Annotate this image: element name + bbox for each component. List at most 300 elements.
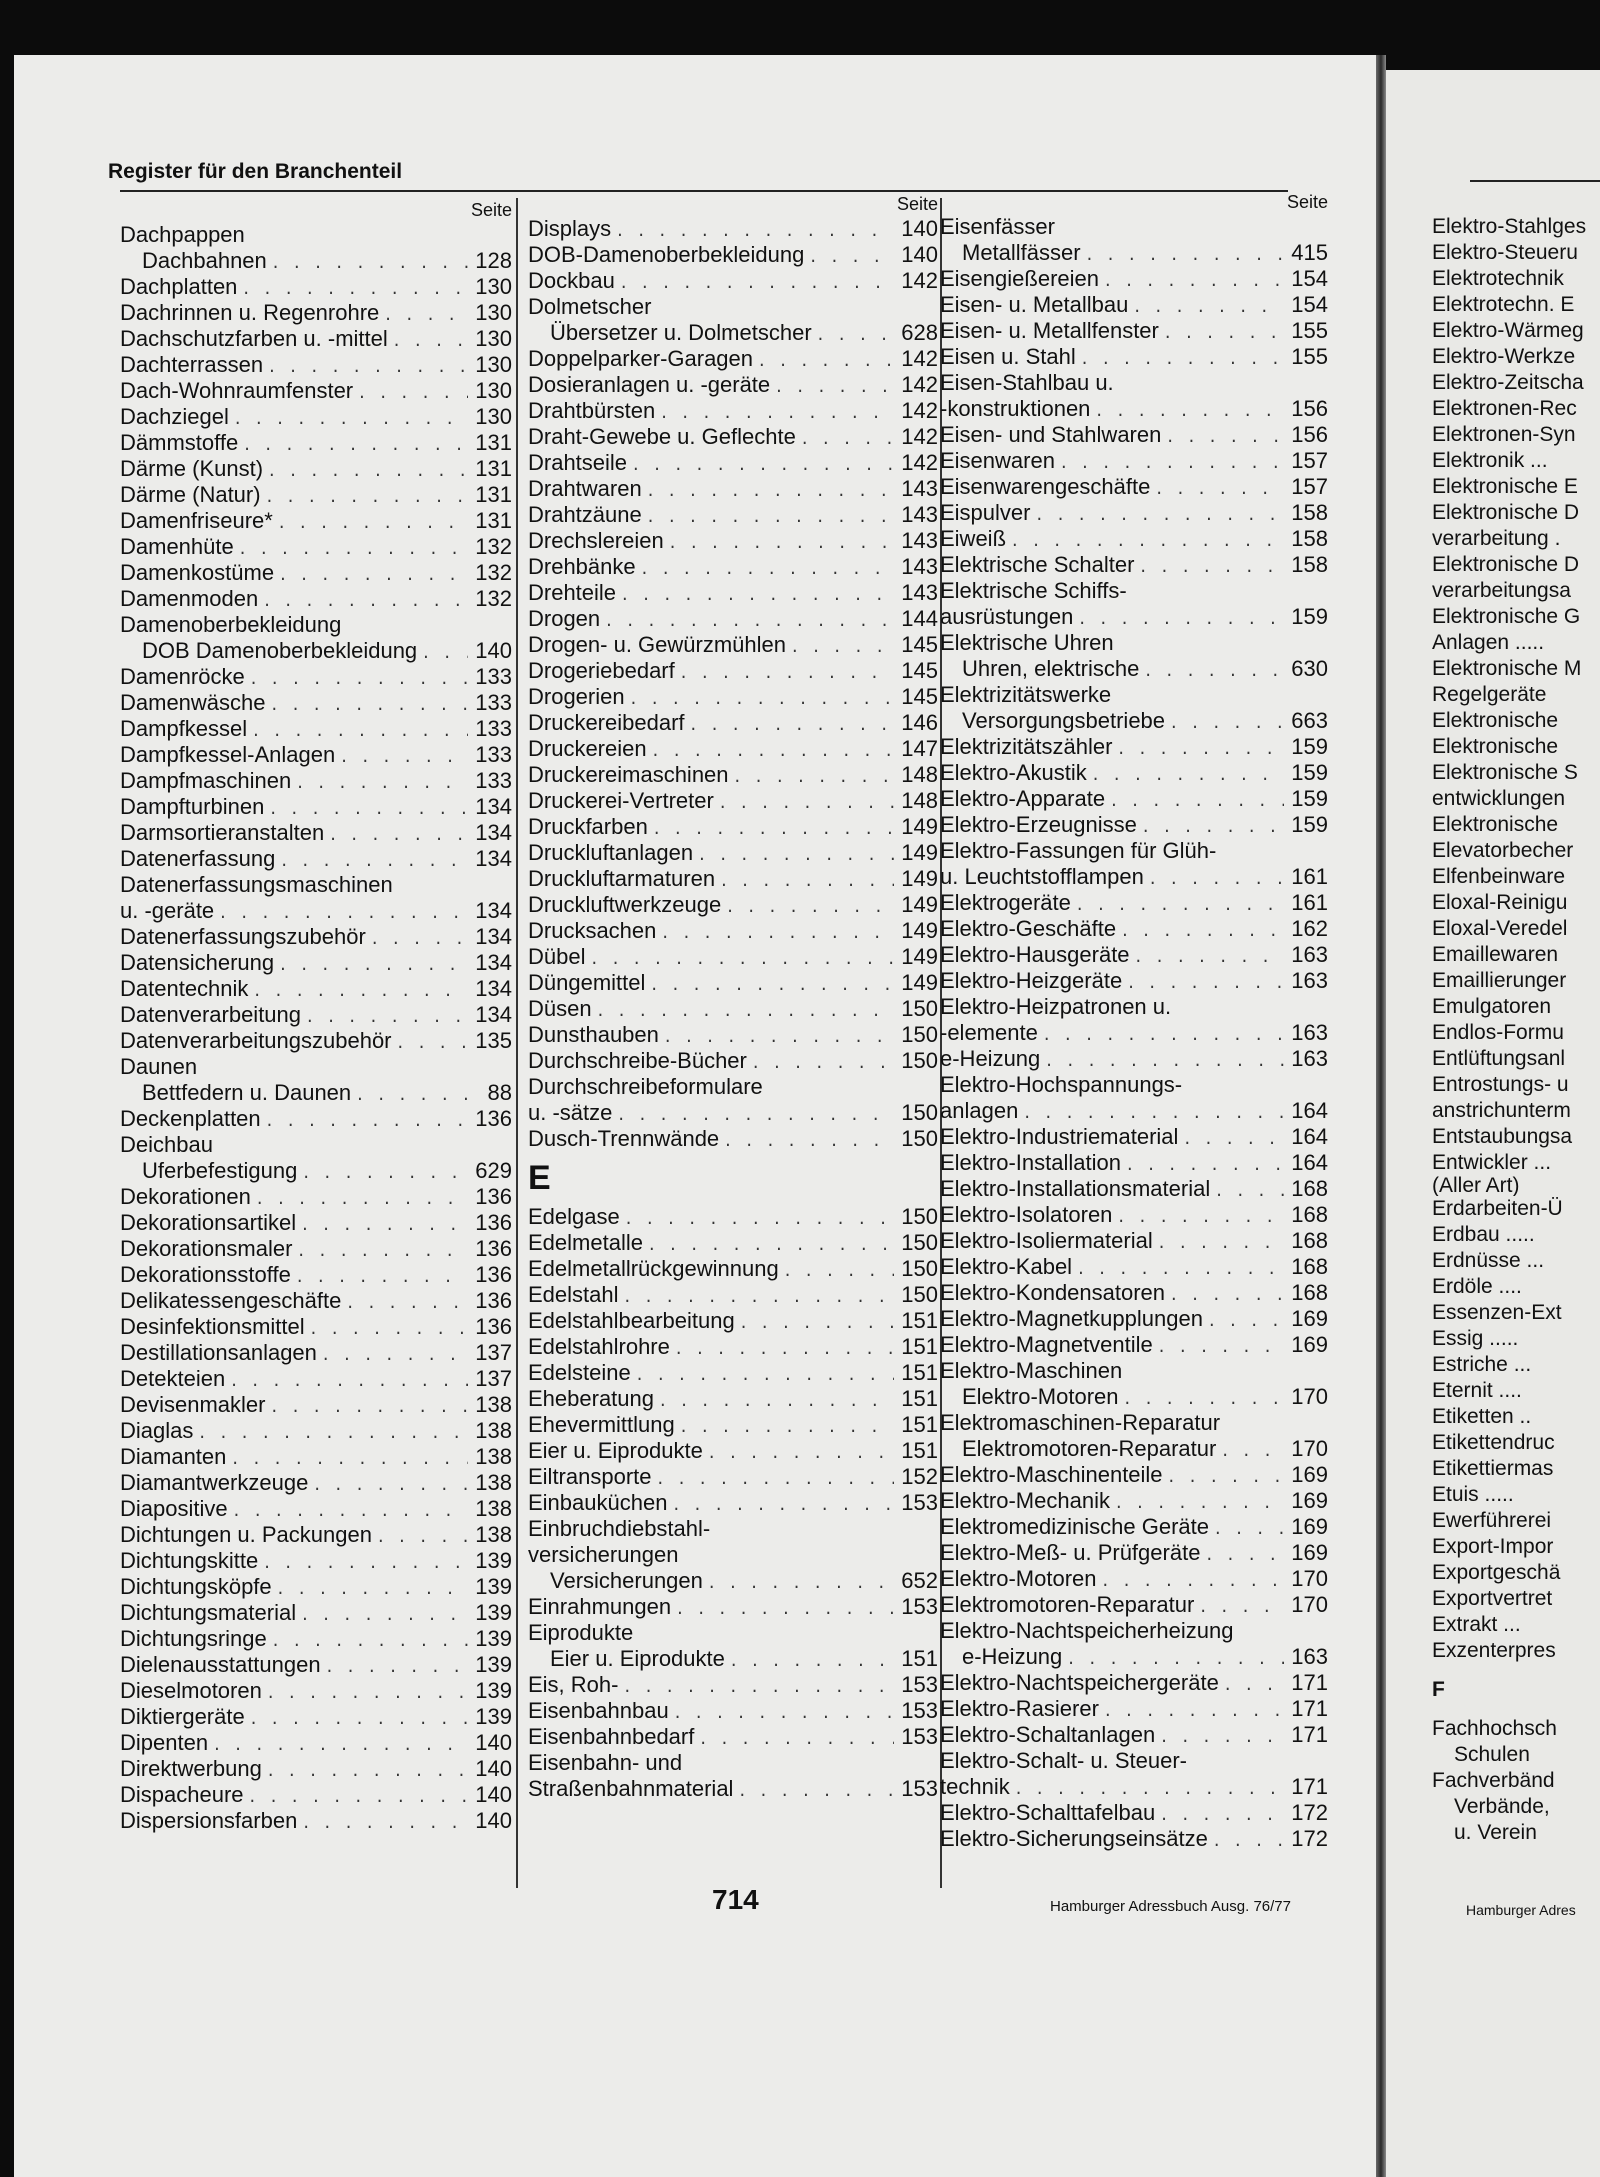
entry-term: Damenmoden <box>120 586 259 611</box>
entry-term: Elektronische <box>1432 813 1559 836</box>
entry-term: Fachhochsch <box>1432 1717 1557 1740</box>
dot-leader <box>707 1441 894 1464</box>
entry-term: Elektro-Akustik <box>940 760 1087 785</box>
dot-leader <box>1010 529 1284 552</box>
entry-term: Dachbahnen <box>142 248 267 273</box>
dot-leader <box>1080 347 1284 370</box>
index-entry <box>1432 682 1600 708</box>
entry-term: Emaillierunger <box>1432 969 1567 992</box>
dot-leader <box>1159 1803 1284 1826</box>
entry-term: Elektro-Kondensatoren <box>940 1280 1166 1305</box>
entry-page: 138 <box>475 1496 512 1521</box>
index-entry <box>1432 838 1600 864</box>
index-entry <box>528 606 938 632</box>
entry-page: 170 <box>1291 1592 1328 1617</box>
entry-page: 137 <box>475 1340 512 1365</box>
entry-term: Regelgeräte <box>1432 683 1547 706</box>
entry-term: Drechslereien <box>528 528 664 553</box>
entry-term: Elektromedizinische Geräte <box>940 1514 1210 1539</box>
entry-term: Elektro-Schalt- u. Steuer- <box>940 1748 1187 1773</box>
entry-term: Damenfriseure* <box>120 508 273 533</box>
index-entry <box>120 1002 512 1028</box>
index-entry <box>120 950 512 976</box>
dot-leader <box>1165 425 1284 448</box>
entry-page: 150 <box>901 1100 938 1125</box>
index-entry <box>120 898 512 924</box>
entry-page: 158 <box>1291 552 1328 577</box>
dot-leader <box>339 745 468 768</box>
index-entry <box>940 1644 1328 1670</box>
entry-term: Damenoberbekleidung <box>120 612 342 637</box>
index-entry <box>940 1150 1328 1176</box>
index-entry <box>528 762 938 788</box>
index-entry <box>120 638 512 664</box>
index-entry <box>120 1678 512 1704</box>
index-entry <box>528 1568 938 1594</box>
entry-page: 133 <box>475 664 512 689</box>
entry-page: 134 <box>475 1002 512 1027</box>
entry-page: 140 <box>475 1782 512 1807</box>
entry-page: 153 <box>901 1724 938 1749</box>
index-entry <box>528 996 938 1022</box>
index-entry <box>940 656 1328 682</box>
entry-page: 130 <box>475 378 512 403</box>
entry-page: 169 <box>1291 1306 1328 1331</box>
index-entry <box>1432 370 1600 396</box>
index-entry <box>120 976 512 1002</box>
index-entry <box>940 1540 1328 1566</box>
entry-term: Elevatorbecher <box>1432 839 1574 862</box>
entry-page: 415 <box>1291 240 1328 265</box>
index-entry <box>120 1730 512 1756</box>
dot-leader <box>697 843 894 866</box>
entry-term: Elektro-Industriematerial <box>940 1124 1179 1149</box>
index-entry <box>528 788 938 814</box>
dot-leader <box>1141 815 1284 838</box>
dot-leader <box>321 1343 468 1366</box>
index-entry <box>940 1592 1328 1618</box>
entry-term: Elektro-Isoliermaterial <box>940 1228 1153 1253</box>
index-entry <box>528 684 938 710</box>
dot-leader <box>615 219 894 242</box>
index-entry <box>1432 500 1600 526</box>
dot-leader <box>396 1031 468 1054</box>
dot-leader <box>673 1701 894 1724</box>
entry-term: Drogeriebedarf <box>528 658 675 683</box>
dot-leader <box>640 557 894 580</box>
entry-page: 142 <box>901 450 938 475</box>
entry-term: Drogerien <box>528 684 625 709</box>
entry-term: Diamanten <box>120 1444 227 1469</box>
dot-leader <box>652 817 894 840</box>
entry-term: Ewerführerei <box>1432 1509 1552 1532</box>
dot-leader <box>725 895 894 918</box>
entry-term: Drogen- u. Gewürzmühlen <box>528 632 787 657</box>
entry-term: Elektro-Nachtspeichergeräte <box>940 1670 1219 1695</box>
publication-footer: Hamburger Adressbuch Ausg. 76/77 <box>1050 1898 1291 1915</box>
entry-page: 151 <box>901 1386 938 1411</box>
entry-term: Damenkostüme <box>120 560 275 585</box>
entry-term: Edelstahl <box>528 1282 619 1307</box>
index-entry <box>528 1100 938 1126</box>
entry-term: Emaillewaren <box>1432 943 1559 966</box>
entry-page: 131 <box>475 508 512 533</box>
entry-term: (Aller Art) <box>1432 1176 1520 1196</box>
dot-leader <box>1220 1439 1284 1462</box>
entry-term: Diamantwerkzeuge <box>120 1470 309 1495</box>
index-entry <box>120 508 512 534</box>
entry-page: 150 <box>901 1126 938 1151</box>
entry-term: Dusch-Trennwände <box>528 1126 720 1151</box>
index-entry <box>528 1230 938 1256</box>
dot-leader <box>312 1473 468 1496</box>
entry-page: 170 <box>1291 1436 1328 1461</box>
entry-term: DOB Damenoberbekleidung <box>142 638 418 663</box>
entry-term: Dachterrassen <box>120 352 264 377</box>
entry-term: Elektronische S <box>1432 761 1578 784</box>
index-entry <box>940 448 1328 474</box>
index-entry <box>120 404 512 430</box>
dot-leader <box>689 713 894 736</box>
entry-page: 149 <box>901 866 938 891</box>
index-entry <box>1432 760 1600 786</box>
page-title: Register für den Branchenteil <box>108 160 403 183</box>
dot-leader <box>271 251 468 274</box>
index-entry <box>1432 890 1600 916</box>
entry-term: Elektrotechnik <box>1432 267 1564 290</box>
index-entry <box>120 1704 512 1730</box>
index-entry <box>940 500 1328 526</box>
entry-term: Drahtzäune <box>528 502 642 527</box>
entry-term: Entwickler ... <box>1432 1151 1552 1174</box>
index-entry <box>528 840 938 866</box>
entry-page: 134 <box>475 794 512 819</box>
index-entry <box>1432 1248 1600 1274</box>
dot-leader <box>1169 1283 1284 1306</box>
entry-term: Versicherungen <box>550 1568 703 1593</box>
index-entry <box>940 1332 1328 1358</box>
index-entry <box>940 1384 1328 1410</box>
index-entry <box>1432 1378 1600 1404</box>
index-entry <box>1432 604 1600 630</box>
index-entry <box>1432 1794 1600 1820</box>
index-entry <box>528 398 938 424</box>
dot-leader <box>604 609 894 632</box>
entry-page: 161 <box>1291 890 1328 915</box>
entry-term: Dämmstoffe <box>120 430 239 455</box>
dot-leader <box>1109 789 1284 812</box>
entry-page: 151 <box>901 1308 938 1333</box>
index-entry <box>528 1282 938 1308</box>
index-entry <box>528 424 938 450</box>
entry-term: Druckerei-Vertreter <box>528 788 714 813</box>
dot-leader <box>1126 971 1284 994</box>
index-entry <box>1432 1586 1600 1612</box>
dot-leader <box>629 687 894 710</box>
entry-term: Datenerfassungszubehör <box>120 924 366 949</box>
dot-leader <box>1103 1699 1284 1722</box>
entry-term: Elektro-Erzeugnisse <box>940 812 1137 837</box>
entry-page: 152 <box>901 1464 938 1489</box>
dot-leader <box>619 271 894 294</box>
dot-leader <box>656 1467 894 1490</box>
entry-term: Elektronen-Rec <box>1432 397 1577 420</box>
index-entry <box>1432 1560 1600 1586</box>
index-entry <box>528 1204 938 1230</box>
entry-term: Dielenausstattungen <box>120 1652 321 1677</box>
entry-page: 169 <box>1291 1540 1328 1565</box>
entry-term: Elektro-Apparate <box>940 786 1106 811</box>
entry-page: 158 <box>1291 500 1328 525</box>
index-entry <box>528 1516 938 1542</box>
entry-term: Emulgatoren <box>1432 995 1552 1018</box>
index-entry <box>940 292 1328 318</box>
entry-page: 151 <box>901 1438 938 1463</box>
index-entry <box>120 794 512 820</box>
entry-term: Elektro-Kabel <box>940 1254 1073 1279</box>
index-entry <box>1432 1716 1600 1742</box>
dot-leader <box>233 407 468 430</box>
index-entry <box>940 760 1328 786</box>
entry-term: Eiltransporte <box>528 1464 652 1489</box>
entry-page: 170 <box>1291 1384 1328 1409</box>
entry-page: 630 <box>1291 656 1328 681</box>
dot-leader <box>1157 1335 1284 1358</box>
index-entry <box>120 846 512 872</box>
dot-leader <box>251 719 468 742</box>
index-entry <box>940 1748 1328 1774</box>
entry-term: Elektronen-Syn <box>1432 423 1576 446</box>
index-entry <box>1432 1430 1600 1456</box>
index-entry <box>528 1360 938 1386</box>
entry-term: Dekorationsmaler <box>120 1236 293 1261</box>
entry-term: ausrüstungen <box>940 604 1074 629</box>
entry-page: 134 <box>475 820 512 845</box>
section-letter <box>1432 1664 1600 1716</box>
index-entry <box>120 924 512 950</box>
dot-leader <box>1169 711 1284 734</box>
index-entry <box>1432 240 1600 266</box>
index-entry <box>1432 396 1600 422</box>
index-entry <box>120 1184 512 1210</box>
index-entry <box>528 814 938 840</box>
entry-term: Dekorationsartikel <box>120 1210 297 1235</box>
entry-term: Drahtwaren <box>528 476 642 501</box>
index-entry <box>940 604 1328 630</box>
dot-leader <box>757 349 894 372</box>
entry-page: 137 <box>475 1366 512 1391</box>
index-entry <box>528 1334 938 1360</box>
entry-term: Dolmetscher <box>528 294 652 319</box>
index-entry <box>120 1158 512 1184</box>
dot-leader <box>1214 1179 1284 1202</box>
index-entry <box>1432 1326 1600 1352</box>
entry-page: 142 <box>901 372 938 397</box>
entry-page: 139 <box>475 1574 512 1599</box>
entry-term: Dispersionsfarben <box>120 1808 298 1833</box>
entry-term: DOB-Damenoberbekleidung <box>528 242 805 267</box>
entry-term: Elektrotechn. E <box>1432 293 1575 316</box>
entry-page: 142 <box>901 346 938 371</box>
entry-term: Elektro-Rasierer <box>940 1696 1099 1721</box>
dot-leader <box>658 1389 894 1412</box>
entry-term: Elektro-Zeitscha <box>1432 371 1584 394</box>
entry-term: Dockbau <box>528 268 615 293</box>
dot-leader <box>1022 1101 1284 1124</box>
index-entry <box>940 1514 1328 1540</box>
index-entry <box>120 1808 512 1834</box>
entry-page: 629 <box>475 1158 512 1183</box>
entry-term: Etikettiermas <box>1432 1457 1554 1480</box>
header-rule-right <box>1470 180 1600 182</box>
dot-leader <box>309 1317 468 1340</box>
entry-page: 134 <box>475 846 512 871</box>
entry-page: 134 <box>475 898 512 923</box>
dot-leader <box>197 1421 468 1444</box>
dot-leader <box>698 1727 894 1750</box>
column-divider-1 <box>516 198 518 1888</box>
entry-page: 168 <box>1291 1202 1328 1227</box>
entry-term: Dachplatten <box>120 274 238 299</box>
index-entry <box>120 1418 512 1444</box>
index-entry <box>1432 344 1600 370</box>
dot-leader <box>295 771 468 794</box>
index-entry <box>1432 318 1600 344</box>
entry-term: Dampfkessel <box>120 716 248 741</box>
dot-leader <box>1138 555 1284 578</box>
entry-term: Elektro-Geschäfte <box>940 916 1117 941</box>
dot-leader <box>212 1733 468 1756</box>
entry-page: 140 <box>475 638 512 663</box>
entry-page: 168 <box>1291 1254 1328 1279</box>
entry-term: Eisenbahnbedarf <box>528 1724 695 1749</box>
entry-term: F <box>1432 1678 1445 1701</box>
dot-leader <box>660 921 894 944</box>
dot-leader <box>238 537 468 560</box>
index-entry <box>1432 630 1600 656</box>
entry-page: 132 <box>475 560 512 585</box>
index-entry <box>120 222 512 248</box>
dot-leader <box>718 791 894 814</box>
entry-page: 151 <box>901 1360 938 1385</box>
entry-term: Endlos-Formu <box>1432 1021 1564 1044</box>
entry-page: 145 <box>901 684 938 709</box>
entry-term: Eternit .... <box>1432 1379 1522 1402</box>
index-entry <box>1432 422 1600 448</box>
index-entry <box>1432 474 1600 500</box>
dot-leader <box>278 563 468 586</box>
index-entry <box>1432 1046 1600 1072</box>
index-entry <box>528 1126 938 1152</box>
index-entry <box>120 1574 512 1600</box>
dot-leader <box>370 927 468 950</box>
index-entry <box>940 1436 1328 1462</box>
index-entry <box>528 1386 938 1412</box>
entry-term: Dachpappen <box>120 222 245 247</box>
dot-leader <box>268 797 468 820</box>
entry-term: Eier u. Eiprodukte <box>550 1646 725 1671</box>
dot-leader <box>1076 1257 1284 1280</box>
index-entry <box>528 1256 938 1282</box>
entry-term: Desinfektionsmittel <box>120 1314 305 1339</box>
index-entry <box>528 1412 938 1438</box>
entry-page: 159 <box>1291 734 1328 759</box>
index-entry <box>1432 864 1600 890</box>
entry-term: Einbruchdiebstahl- <box>528 1516 711 1541</box>
dot-leader <box>300 1213 468 1236</box>
entry-page: 153 <box>901 1594 938 1619</box>
dot-leader <box>774 375 894 398</box>
entry-term: -elemente <box>940 1020 1038 1045</box>
entry-term: Verbände, <box>1454 1795 1550 1818</box>
index-entry <box>120 690 512 716</box>
entry-term: Versorgungsbetriebe <box>962 708 1166 733</box>
entry-term: Eispulver <box>940 500 1031 525</box>
index-entry <box>940 1228 1328 1254</box>
entry-page: 139 <box>475 1678 512 1703</box>
index-entry <box>120 1392 512 1418</box>
entry-page: 140 <box>475 1808 512 1833</box>
entry-term: Eiprodukte <box>528 1620 634 1645</box>
index-entry <box>120 664 512 690</box>
dot-leader <box>276 1577 468 1600</box>
dot-leader <box>278 953 468 976</box>
index-entry <box>528 866 938 892</box>
entry-term: Elektronische D <box>1432 553 1580 576</box>
index-entry <box>120 612 512 638</box>
entry-term: entwicklungen <box>1432 787 1566 810</box>
index-entry <box>120 1652 512 1678</box>
index-entry <box>528 1490 938 1516</box>
entry-page: 163 <box>1291 1046 1328 1071</box>
index-entry <box>940 994 1328 1020</box>
entry-page: 652 <box>901 1568 938 1593</box>
index-entry <box>1432 1352 1600 1378</box>
index-entry <box>120 1626 512 1652</box>
dot-leader <box>1075 893 1284 916</box>
index-entry <box>528 346 938 372</box>
entry-page: 128 <box>475 248 512 273</box>
dot-leader <box>668 531 894 554</box>
entry-page: 146 <box>901 710 938 735</box>
index-entry <box>120 1444 512 1470</box>
entry-page: 150 <box>901 996 938 1021</box>
entry-term: Devisenmakler <box>120 1392 266 1417</box>
dot-leader <box>733 765 894 788</box>
index-entry <box>120 1314 512 1340</box>
entry-page: 151 <box>901 1412 938 1437</box>
dot-leader <box>270 1395 469 1418</box>
entry-term: Damenwäsche <box>120 690 266 715</box>
entry-term: Entlüftungsanl <box>1432 1047 1566 1070</box>
dot-leader <box>671 1493 894 1516</box>
entry-term: Dispacheure <box>120 1782 244 1807</box>
dot-leader <box>279 849 468 872</box>
index-entry <box>940 838 1328 864</box>
index-entry <box>120 586 512 612</box>
entry-term: Deckenplatten <box>120 1106 261 1131</box>
entry-page: 164 <box>1291 1150 1328 1175</box>
dot-leader <box>1077 607 1284 630</box>
index-entry <box>528 1438 938 1464</box>
dot-leader <box>271 1629 468 1652</box>
index-entry <box>940 1254 1328 1280</box>
index-entry <box>120 378 512 404</box>
dot-leader <box>328 823 468 846</box>
entry-term: Elektronische <box>1432 709 1559 732</box>
entry-page: 143 <box>901 554 938 579</box>
dot-leader <box>646 505 894 528</box>
